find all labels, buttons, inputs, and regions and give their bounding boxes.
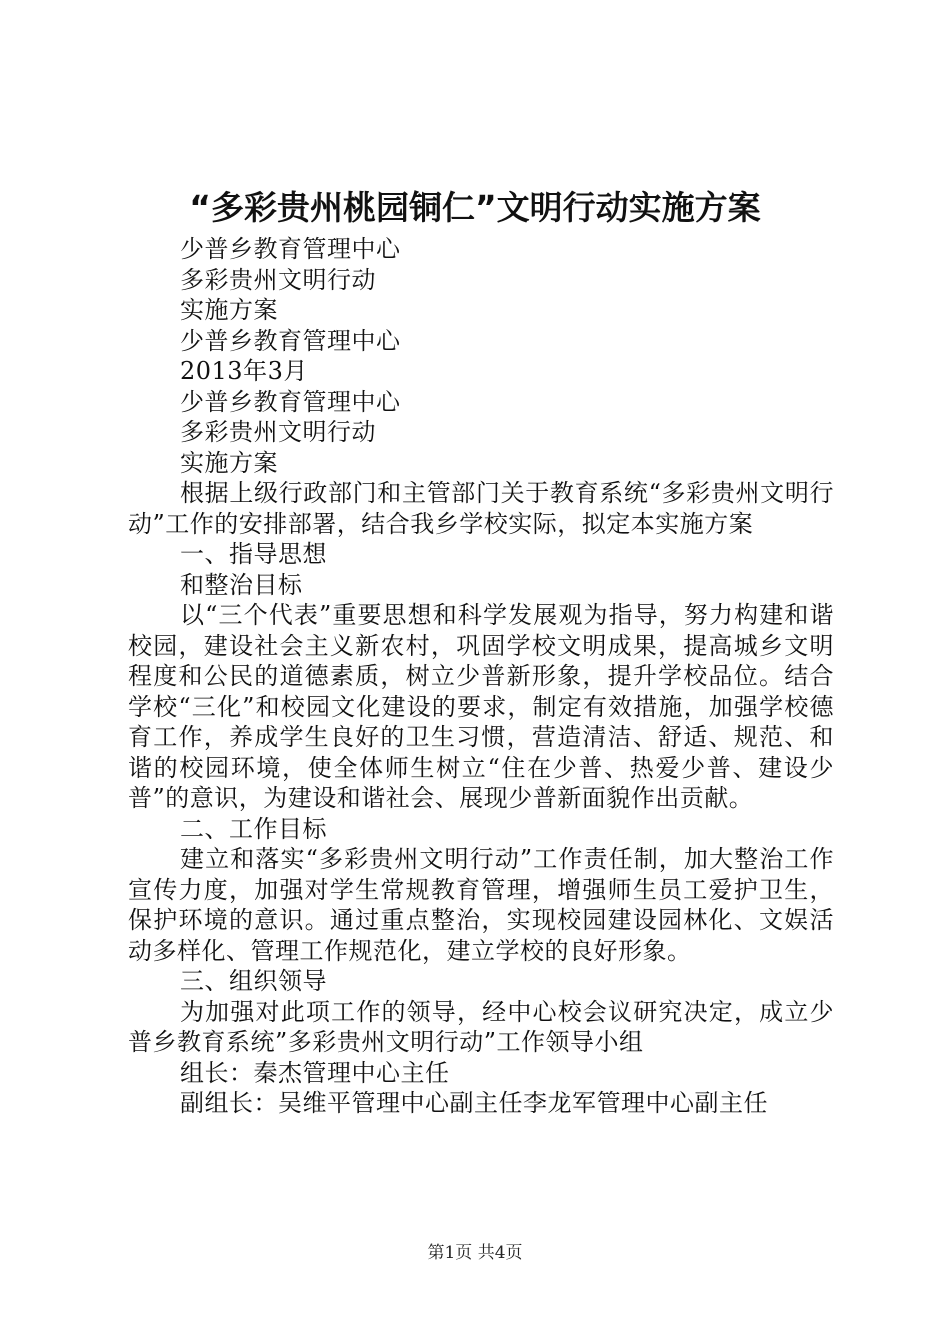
section1-paragraph: 以“三个代表”重要思想和科学发展观为指导，努力构建和谐校园，建设社会主义新农村，巩固学校文明成果，提高城乡文明程度和公民的道德素质，树立少普新形象，提升学校品位。结合学校“三化”和校园文化建设的要求，制定有效措施，加强学校德育工作，养成学生良好的卫生习惯，营造清洁、舒适、规范、和谐的校园环境，使全体师生树立“住在少普、热爱少普、建设少普”的意识，为建设和谐社会、展现少普新面貌作出贡献。 xyxy=(128,601,834,812)
header-line: 实施方案 xyxy=(180,296,278,324)
document-title: “多彩贵州桃园铜仁”文明行动实施方案 xyxy=(189,188,761,227)
section-subheading: 和整治目标 xyxy=(180,570,303,599)
header-line: 少普乡教育管理中心 xyxy=(180,326,401,355)
section-heading: 一、指导思想 xyxy=(180,540,327,568)
page-footer: 第1页 共4页 xyxy=(427,1243,523,1263)
leader-line: 组长：秦杰管理中心主任 xyxy=(180,1058,450,1087)
header-date: 2013年3月 xyxy=(180,357,308,385)
intro-paragraph: 根据上级行政部门和主管部门关于教育系统“多彩贵州文明行动”工作的安排部署，结合我乡学校实际，拟定本实施方案 xyxy=(128,479,834,538)
document-body xyxy=(128,234,834,1119)
section2-paragraph: 建立和落实“多彩贵州文明行动”工作责任制，加大整治工作宣传力度，加强对学生常规教育管理，增强师生员工爱护卫生，保护环境的意识。通过重点整治，实现校园建设园林化、文娱活动多样化、管理工作规范化，建立学校的良好形象。 xyxy=(128,845,834,965)
header-line: 少普乡教育管理中心 xyxy=(180,387,401,416)
section3-paragraph: 为加强对此项工作的领导，经中心校会议研究决定，成立少普乡教育系统”多彩贵州文明行动”工作领导小组 xyxy=(128,997,834,1056)
header-line: 多彩贵州文明行动 xyxy=(180,265,376,294)
header-line: 多彩贵州文明行动 xyxy=(180,418,376,446)
header-line: 实施方案 xyxy=(180,448,278,477)
section-heading: 二、工作目标 xyxy=(180,814,327,843)
section-heading: 三、组织领导 xyxy=(180,967,327,995)
header-line: 少普乡教育管理中心 xyxy=(180,235,401,263)
deputy-leader-line: 副组长：吴维平管理中心副主任李龙军管理中心副主任 xyxy=(180,1089,768,1117)
